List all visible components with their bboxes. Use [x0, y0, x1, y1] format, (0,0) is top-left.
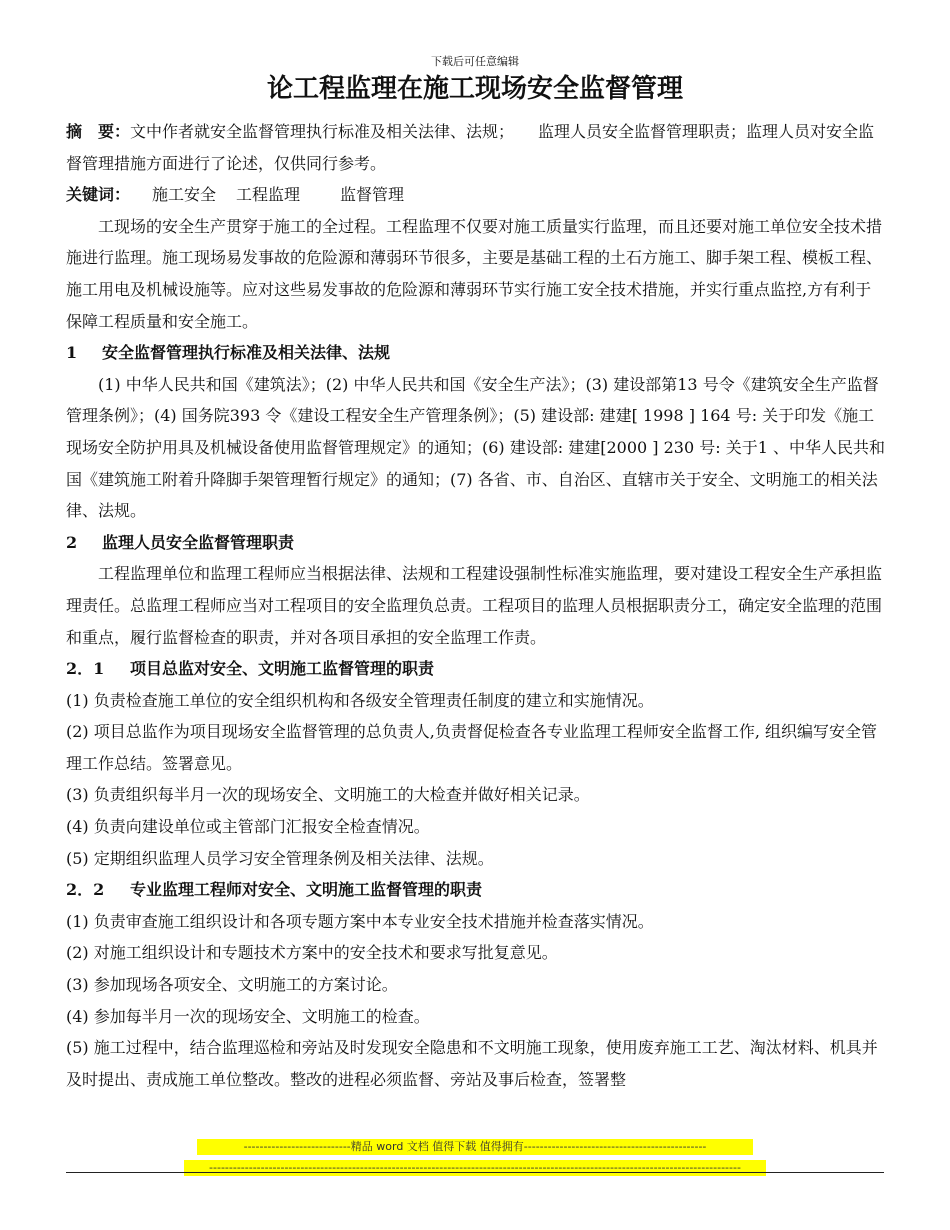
abstract-label: 摘 要： — [66, 122, 131, 141]
intro-paragraph: 工现场的安全生产贯穿于施工的全过程。工程监理不仅要对施工质量实行监理，而且还要对施工单位安全技术措施进行监理。施工现场易发事故的危险源和薄弱环节很多，主要是基础工程的土石方施工、脚手架工程、模板工程、施工用电及机械设施等。应对这些易发事故的危险源和薄弱环节实行施工安全技术措施，并实行重点监控,方有利于保障工程质量和安全施工。 — [66, 216, 883, 331]
list-item: (4) 负责向建设单位或主管部门汇报安全检查情况。 — [66, 817, 430, 837]
list-item: (2) 对施工组织设计和专题技术方案中的安全技术和要求写批复意见。 — [66, 943, 558, 963]
keyword-item: 工程监理 — [236, 185, 301, 205]
section-2-1-heading — [66, 653, 886, 685]
section-1-heading — [66, 337, 886, 369]
list-item: (4) 参加每半月一次的现场安全、文明施工的检查。 — [66, 1006, 430, 1026]
section-2-heading — [66, 527, 886, 559]
header-note: 下载后可任意编辑 — [431, 55, 519, 68]
section-2-body: 工程监理单位和监理工程师应当根据法律、法规和工程建设强制性标准实施监理，要对建设工程安全生产承担监理责任。总监理工程师应当对工程项目的安全监理负总责。工程项目的监理人员根据职责分工，确定安全监理的范围和重点，履行监督检查的职责，并对各项目承担的安全监理工作责。 — [66, 564, 883, 647]
abstract — [66, 116, 886, 179]
list-item: (5) 定期组织监理人员学习安全管理条例及相关法律、法规。 — [66, 848, 494, 868]
list-item: (5) 施工过程中，结合监理巡检和旁站及时发现安全隐患和不文明施工现象，使用废弃施工工艺、淘汰材料、机具并及时提出、责成施工单位整改。整改的进程必须监督、旁站及事后检查，签署整 — [66, 1038, 878, 1089]
section-heading-text: 监理人员安全监督管理职责 — [102, 532, 295, 552]
section-number: 2．2 — [66, 880, 105, 900]
list-item: (1) 负责检查施工单位的安全组织机构和各级安全管理责任制度的建立和实施情况。 — [66, 690, 654, 710]
list-item: (3) 参加现场各项安全、文明施工的方案讨论。 — [66, 975, 398, 995]
section-number: 2 — [66, 532, 78, 552]
footer-line-2: -------------------------------------------------------------------------------------------------------------------------------------- — [184, 1160, 766, 1176]
list-item: (1) 负责审查施工组织设计和各项专题方案中本专业安全技术措施并检查落实情况。 — [66, 911, 654, 931]
footer-banner — [0, 1139, 950, 1181]
list-item: (2) 项目总监作为项目现场安全监督管理的总负责人,负责督促检查各专业监理工程师安全监督工作, 组织编写安全管理工作总结。签署意见。 — [66, 722, 878, 773]
footer-divider — [66, 1172, 884, 1173]
document-body — [66, 116, 886, 1095]
keywords — [66, 179, 886, 211]
keywords-label: 关键词： — [66, 185, 131, 205]
document-title: 论工程监理在施工现场安全监督管理 — [266, 74, 683, 104]
keyword-item: 监督管理 — [340, 185, 405, 205]
section-number: 1 — [66, 343, 78, 363]
footer-line-1: ---------------------------精品 word 文档 值得下载 值得拥有---------------------------------------------- — [197, 1139, 753, 1155]
section-2-2-heading — [66, 874, 886, 906]
keyword-item: 施工安全 — [152, 185, 217, 205]
section-heading-text: 项目总监对安全、文明施工监督管理的职责 — [130, 659, 435, 679]
section-heading-text: 安全监督管理执行标准及相关法律、法规 — [102, 343, 391, 363]
list-item: (3) 负责组织每半月一次的现场安全、文明施工的大检查并做好相关记录。 — [66, 785, 590, 805]
section-1-body: (1) 中华人民共和国《建筑法》；(2) 中华人民共和国《安全生产法》；(3) 建设部第13 号令《建筑安全生产监督管理条例》；(4) 国务院393 令《建设工程安全生产管理条例》；(5) 建设部: 建建[ 1998 ] 164 号: 关于印发《施工现场安全防护用具及机械设备使用监督管理规定》的通知；(6) 建设部: 建建[2000 ] 230 号: 关于1 、中华人民共和国《建筑施工附着升降脚手架管理暂行规定》的通知；(7) 各省、市、自治区、直辖市关于安全、文明施工的相关法律、法规。 — [66, 374, 885, 521]
abstract-text: 文中作者就安全监督管理执行标准及相关法律、法规； 监理人员安全监督管理职责；监理人员对安全监督管理措施方面进行了论述，仅供同行参考。 — [66, 122, 875, 173]
section-number: 2．1 — [66, 659, 105, 679]
section-heading-text: 专业监理工程师对安全、文明施工监督管理的职责 — [130, 880, 483, 900]
